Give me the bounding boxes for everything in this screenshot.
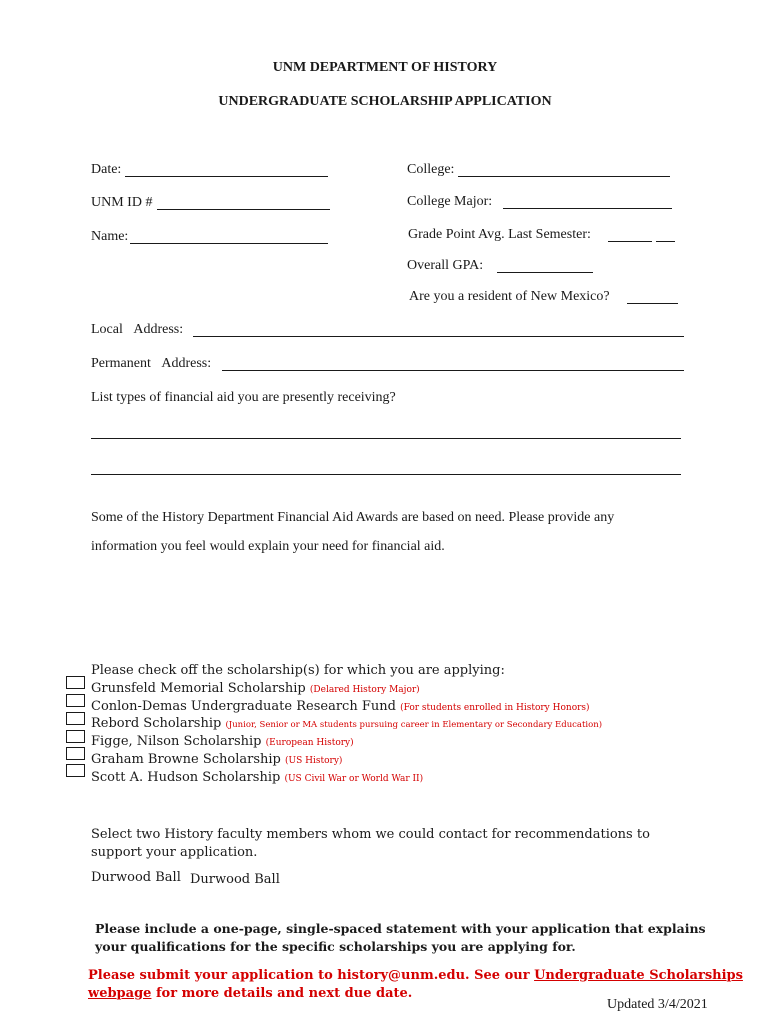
local-address-field[interactable]	[193, 336, 684, 337]
permanent-address-field[interactable]	[222, 370, 684, 371]
scholarship-checkbox-figge-nilson[interactable]	[66, 730, 85, 743]
scholarship-item: Rebord Scholarship (Junior, Senior or MA students pursuing career in Elementary or Secondary Education)	[91, 716, 603, 731]
name-field[interactable]	[130, 243, 328, 244]
name-label: Name:	[91, 229, 129, 244]
resident-question: Are you a resident of New Mexico?	[409, 289, 610, 304]
submit-line-2: webpage for more details and next due date.	[88, 986, 413, 1001]
scholarship-item: Graham Browne Scholarship (US History)	[91, 752, 343, 767]
department-heading: UNM DEPARTMENT OF HISTORY	[272, 60, 498, 75]
gpa-last-semester-field-b[interactable]	[656, 241, 675, 242]
statement-line-1: Please include a one-page, single-spaced statement with your application that explains	[95, 921, 706, 936]
local-address-label: Local Address:	[91, 322, 184, 337]
recommend-line-2: support your application.	[91, 845, 258, 860]
scholarship-checkbox-scott-hudson[interactable]	[66, 764, 85, 777]
faculty-field-1[interactable]: Durwood Ball	[91, 870, 181, 885]
overall-gpa-field[interactable]	[497, 272, 593, 273]
scholarship-item: Scott A. Hudson Scholarship (US Civil War or World War II)	[91, 770, 424, 785]
need-text-line-2: information you feel would explain your need for financial aid.	[91, 539, 445, 554]
gpa-last-semester-field-a[interactable]	[608, 241, 652, 242]
updated-date: Updated 3/4/2021	[607, 997, 708, 1012]
financial-aid-line-2[interactable]	[91, 474, 681, 475]
college-major-field[interactable]	[503, 208, 672, 209]
financial-aid-line-1[interactable]	[91, 438, 681, 439]
college-major-label: College Major:	[407, 194, 493, 209]
submit-line-1: Please submit your application to history@unm.edu. See our Undergraduate Scholarships	[88, 968, 743, 983]
faculty-field-2[interactable]: Durwood Ball	[190, 872, 280, 887]
gpa-last-semester-label: Grade Point Avg. Last Semester:	[408, 227, 591, 242]
form-title: UNDERGRADUATE SCHOLARSHIP APPLICATION	[218, 94, 552, 109]
resident-field[interactable]	[627, 303, 678, 304]
date-label: Date:	[91, 162, 122, 177]
date-field[interactable]	[125, 176, 328, 177]
financial-aid-question: List types of financial aid you are presently receiving?	[91, 390, 396, 405]
scholarship-checkbox-grunsfeld[interactable]	[66, 676, 85, 689]
permanent-address-label: Permanent Address:	[91, 356, 212, 371]
scholarship-item: Grunsfeld Memorial Scholarship (Delared History Major)	[91, 681, 420, 696]
scholarships-heading: Please check off the scholarship(s) for which you are applying:	[91, 663, 505, 678]
scholarship-item: Conlon-Demas Undergraduate Research Fund (For students enrolled in History Honors)	[91, 699, 590, 714]
college-label: College:	[407, 162, 455, 177]
scholarship-checkbox-conlon-demas[interactable]	[66, 694, 85, 707]
overall-gpa-label: Overall GPA:	[407, 258, 484, 273]
scholarship-checkbox-rebord[interactable]	[66, 712, 85, 725]
scholarship-item: Figge, Nilson Scholarship (European History)	[91, 734, 354, 749]
recommend-line-1: Select two History faculty members whom we could contact for recommendations to	[91, 827, 650, 842]
statement-line-2: your qualifications for the specific scholarships you are applying for.	[95, 939, 576, 954]
scholarship-checkbox-graham-browne[interactable]	[66, 747, 85, 760]
undergraduate-scholarships-link[interactable]: Undergraduate Scholarships	[534, 968, 743, 983]
webpage-link[interactable]: webpage	[88, 986, 152, 1001]
unm-id-field[interactable]	[157, 209, 330, 210]
need-text-line-1: Some of the History Department Financial Aid Awards are based on need. Please provide any	[91, 510, 615, 525]
unm-id-label: UNM ID #	[91, 195, 153, 210]
college-field[interactable]	[458, 176, 670, 177]
